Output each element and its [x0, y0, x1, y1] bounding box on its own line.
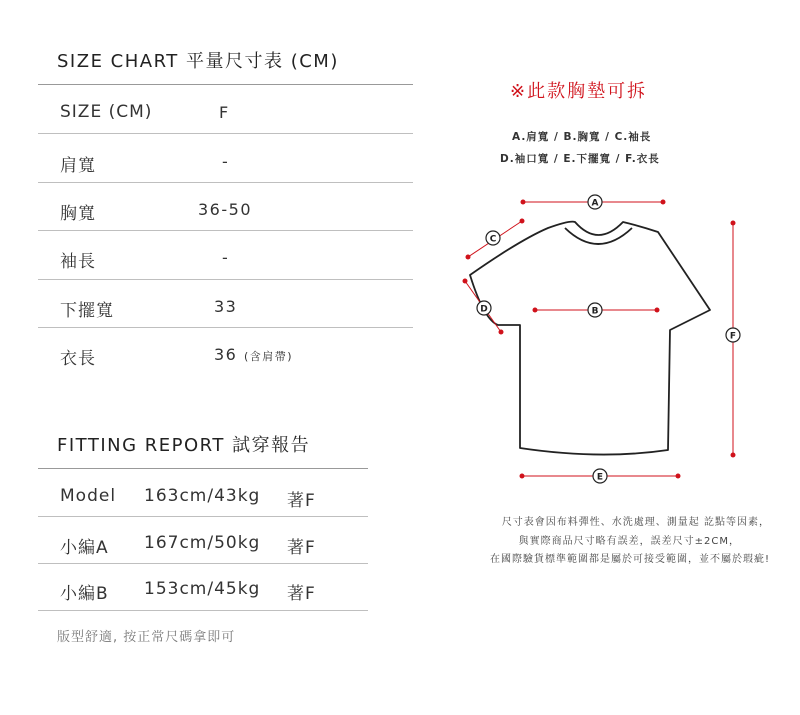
- marker-b-label: B: [591, 306, 599, 317]
- marker-a-label: A: [591, 198, 599, 209]
- length-label: 衣長: [60, 349, 96, 369]
- fit-measure: 163cm/43kg: [144, 486, 261, 506]
- fitting-report-title: FITTING REPORT 試穿報告: [57, 435, 311, 456]
- removable-pad-note: ※此款胸墊可拆: [510, 81, 648, 102]
- length-note: (含肩帶): [243, 350, 294, 363]
- chest-width-value: 36-50: [198, 200, 252, 219]
- legend-line-2: D.袖口寬 / E.下擺寬 / F.衣長: [500, 153, 660, 165]
- shirt-outline: [470, 222, 710, 455]
- fit-measure: 167cm/50kg: [144, 533, 261, 553]
- measure-dot: [731, 221, 736, 226]
- fitting-top-divider: [38, 468, 368, 469]
- row-divider: [38, 563, 368, 564]
- fit-name: 小編B: [60, 584, 109, 604]
- legend-line-1: A.肩寬 / B.胸寬 / C.袖長: [512, 131, 652, 143]
- row-divider: [38, 230, 413, 231]
- shoulder-width-label: 肩寬: [60, 156, 96, 176]
- size-header-value: F: [219, 103, 230, 122]
- measure-dot: [466, 255, 471, 260]
- measure-dot: [655, 308, 660, 313]
- sleeve-length-label: 袖長: [60, 252, 96, 272]
- fit-wear: 著F: [287, 584, 316, 604]
- fitting-footnote: 版型舒適, 按正常尺碼拿即可: [57, 630, 236, 645]
- shoulder-width-value: -: [222, 152, 230, 171]
- row-divider: [38, 327, 413, 328]
- disclaimer-line-1: 尺寸表會因布料彈性、水洗處理、測量起 訖點等因素，: [501, 517, 770, 528]
- measure-dot: [499, 330, 504, 335]
- row-divider: [38, 133, 413, 134]
- length-value: [214, 345, 293, 364]
- row-divider: [38, 182, 413, 183]
- chest-width-label: 胸寬: [60, 204, 96, 224]
- size-chart-top-divider: [38, 84, 413, 85]
- fit-measure: 153cm/45kg: [144, 579, 261, 599]
- measure-dot: [731, 453, 736, 458]
- fit-name: 小編A: [60, 538, 109, 558]
- length-number: 36: [214, 345, 238, 364]
- marker-d-label: D: [480, 304, 488, 315]
- measure-dot: [533, 308, 538, 313]
- row-divider: [38, 279, 413, 280]
- fit-wear: 著F: [287, 538, 316, 558]
- size-header-label: SIZE (CM): [60, 102, 153, 122]
- measure-dot: [520, 219, 525, 224]
- row-divider: [38, 610, 368, 611]
- sleeve-length-value: -: [222, 248, 230, 267]
- measure-dot: [520, 474, 525, 479]
- hem-width-label: 下擺寬: [60, 301, 114, 321]
- disclaimer-line-3: 在國際驗貨標準範圍都是屬於可接受範圍，並不屬於瑕疵!: [489, 554, 770, 565]
- measure-dot: [661, 200, 666, 205]
- row-divider: [38, 516, 368, 517]
- measure-dot: [521, 200, 526, 205]
- measure-dot: [463, 279, 468, 284]
- measure-dot: [676, 474, 681, 479]
- disclaimer-line-2: 與實際商品尺寸略有誤差，誤差尺寸±2CM，: [518, 536, 740, 547]
- size-chart-title: SIZE CHART 平量尺寸表 (CM): [57, 51, 339, 72]
- fit-wear: 著F: [287, 491, 316, 511]
- hem-width-value: 33: [214, 297, 238, 316]
- fit-name: Model: [60, 486, 117, 506]
- shirt-diagram: [450, 190, 760, 490]
- marker-e-label: E: [596, 472, 604, 483]
- marker-c-label: C: [489, 234, 497, 245]
- marker-f-label: F: [729, 331, 737, 342]
